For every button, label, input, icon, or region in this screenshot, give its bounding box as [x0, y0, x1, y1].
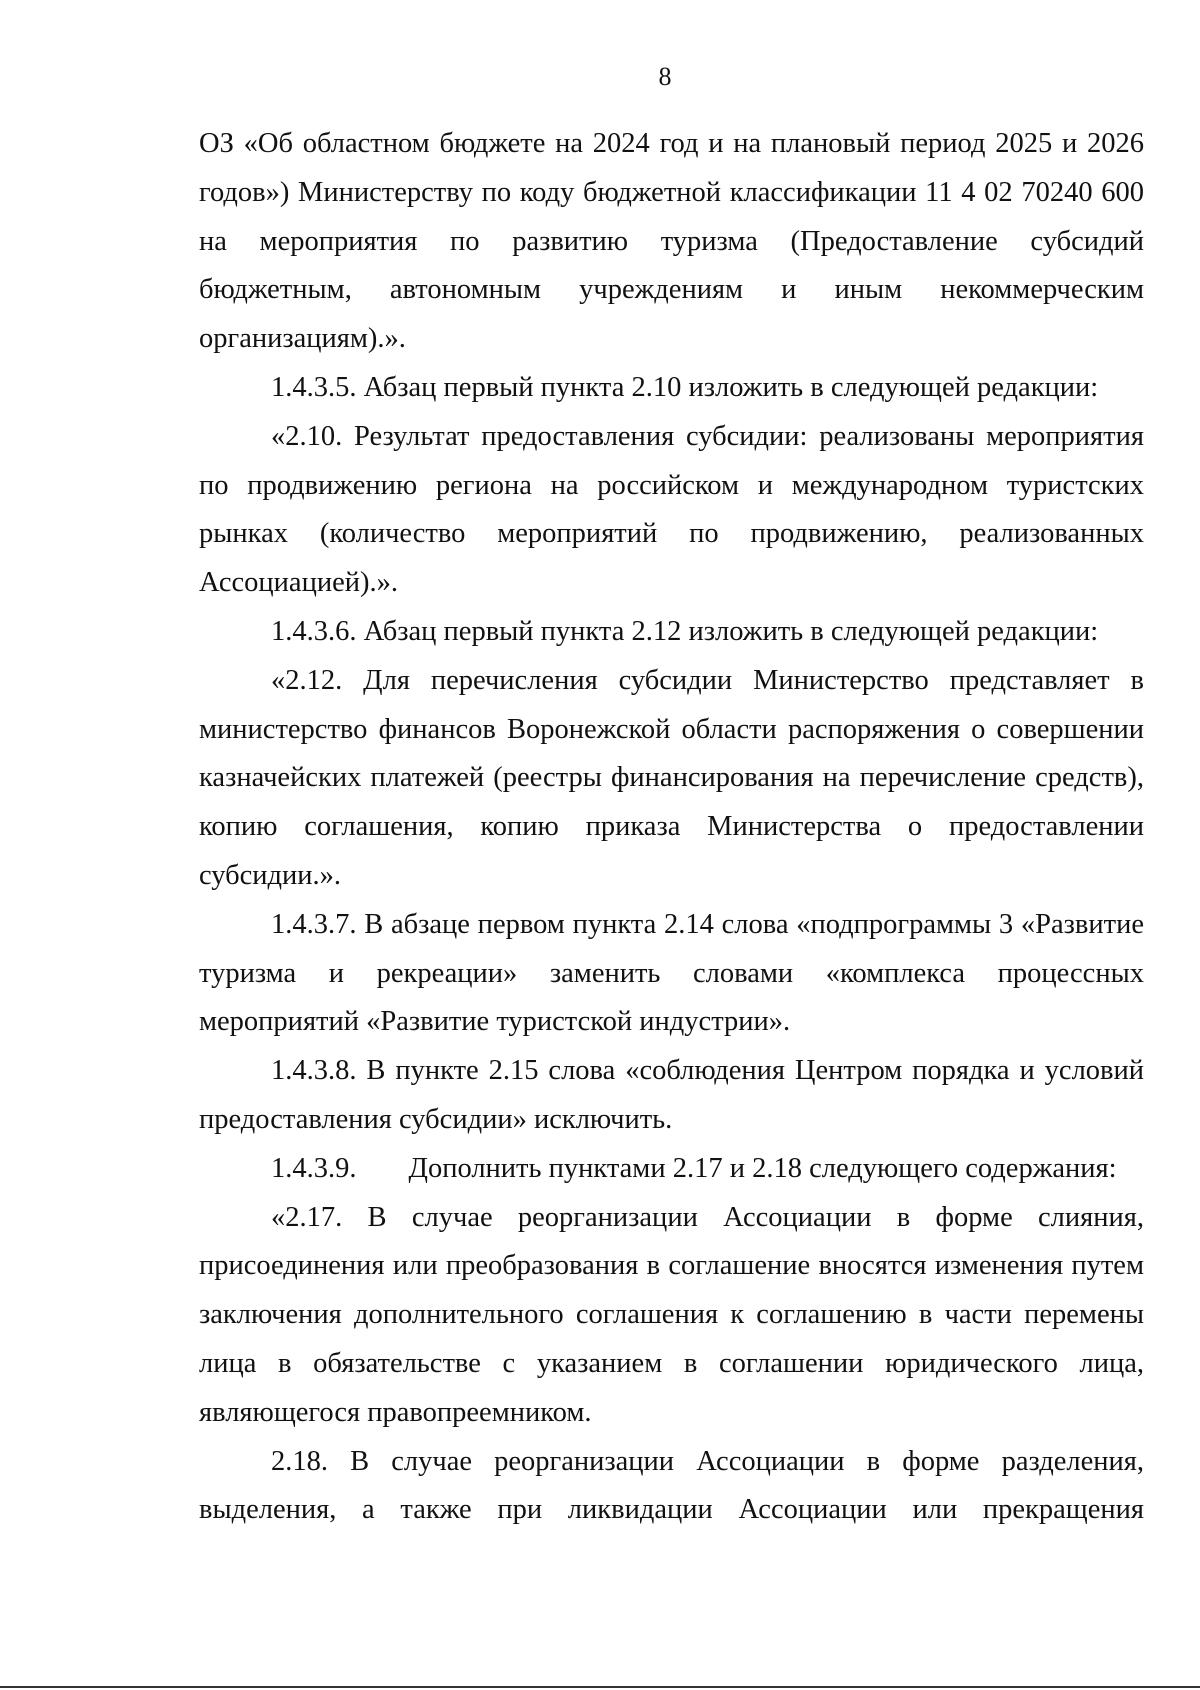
- paragraph-2-10-quote: «2.10. Результат предоставления субсидии: реализованы мероприятия по продвижению региона на российском и международном туристских рынках (количество мероприятий по продвижению, реализованных Ассоциацией).».: [199, 420, 1144, 599]
- paragraph-budget-law-continuation: ОЗ «Об областном бюджете на 2024 год и на плановый период 2025 и 2026 годов») Министерству по коду бюджетной классификации 11 4 02 70240 600 на мероприятия по развитию туризма (Предоставление субсидий бюджетным, автономным учреждениям и иным некоммерческим организациям).».: [199, 128, 1144, 355]
- paragraph-1-4-3-8: 1.4.3.8. В пункте 2.15 слова «соблюдения Центром порядка и условий предоставления субсидии» исключить.: [199, 1055, 1144, 1135]
- paragraph-1-4-3-9-number: 1.4.3.9.: [271, 1152, 357, 1184]
- paragraph-1-4-3-6: 1.4.3.6. Абзац первый пункта 2.12 изложить в следующей редакции:: [271, 615, 1099, 647]
- page-number: 8: [658, 62, 672, 91]
- paragraph-1-4-3-7: 1.4.3.7. В абзаце первом пункта 2.14 слова «подпрограммы 3 «Развитие туризма и рекреации» заменить словами «комплекса процессных мероприятий «Развитие туристской индустрии».: [199, 908, 1144, 1038]
- document-body: [199, 120, 1144, 1535]
- paragraph-1-4-3-5: 1.4.3.5. Абзац первый пункта 2.10 изложить в следующей редакции:: [271, 371, 1099, 403]
- paragraph-2-17-quote: «2.17. В случае реорганизации Ассоциации в форме слияния, присоединения или преобразования в соглашение вносятся изменения путем заключения дополнительного соглашения к соглашению в части перемены лица в обязательстве с указанием в соглашении юридического лица, являющегося правопреемником.: [199, 1201, 1144, 1428]
- paragraph-1-4-3-9-text: Дополнить пунктами 2.17 и 2.18 следующего содержания:: [408, 1152, 1117, 1184]
- bottom-scan-edge: [0, 1686, 1200, 1688]
- paragraph-2-12-quote: «2.12. Для перечисления субсидии Министерство представляет в министерство финансов Воронежской области распоряжения о совершении казначейских платежей (реестры финансирования на перечисление средств), копию соглашения, копию приказа Министерства о предоставлении субсидии.».: [199, 664, 1144, 891]
- paragraph-1-4-3-9: [199, 1145, 1144, 1194]
- paragraph-2-18: 2.18. В случае реорганизации Ассоциации в форме разделения, выделения, а также при ликвидации Ассоциации или прекращения: [199, 1445, 1144, 1526]
